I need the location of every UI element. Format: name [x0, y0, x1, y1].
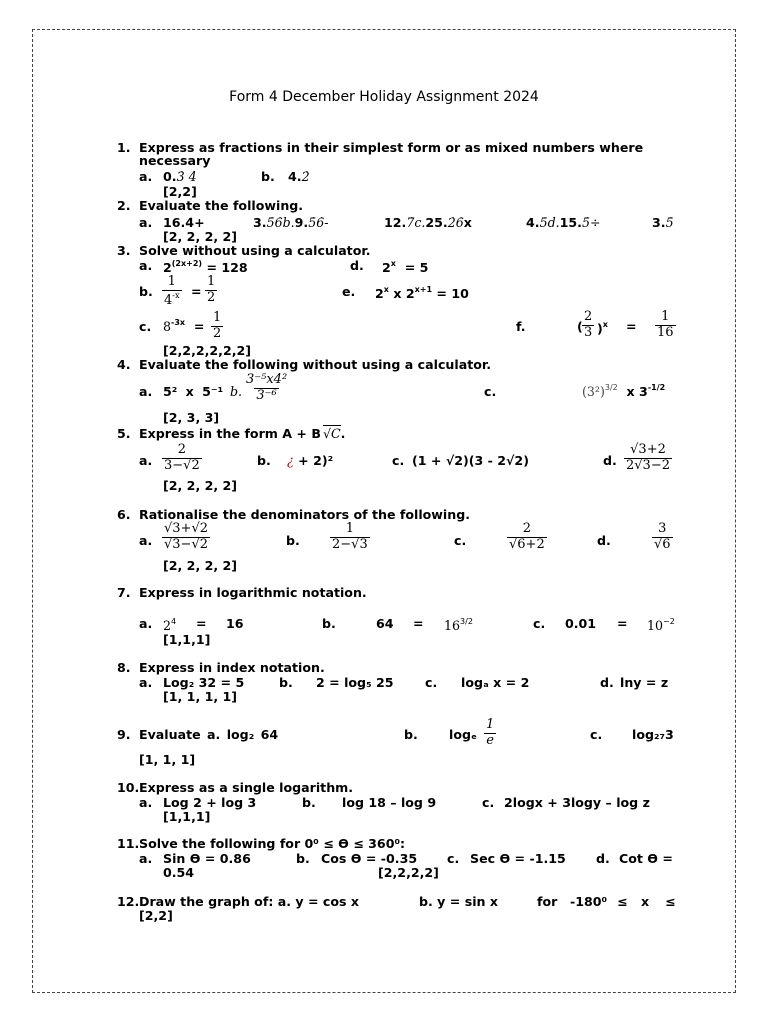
- q6-b-num: 1: [345, 521, 354, 536]
- q2-part4-int: 12.: [384, 215, 407, 230]
- q7-number: 7.: [117, 585, 131, 600]
- q6-a-fraction: [162, 522, 210, 553]
- q3-d-expr: [382, 260, 428, 275]
- q4-c-label: c.: [484, 384, 497, 399]
- q5-text-main: Express in the form A + B: [139, 426, 321, 441]
- q9-number: 9.: [117, 727, 131, 742]
- q6-c-label: c.: [454, 533, 467, 548]
- q3-a-rhs: = 128: [206, 260, 248, 275]
- q6-d-num: 3: [658, 521, 667, 536]
- q9-b-num: 1: [486, 717, 495, 732]
- q5-text-root: √C: [322, 426, 341, 441]
- q3-f-den: 3: [584, 324, 593, 340]
- q4-a-label: a.: [139, 384, 153, 399]
- q3-e-rhs: = 10: [432, 286, 469, 301]
- q5-d-fraction: [624, 443, 672, 474]
- q10-a-expr: Log 2 + log 3: [163, 795, 257, 810]
- q11-b-expr: Cos ϴ = -0.35: [321, 851, 418, 866]
- q12-for: for: [537, 894, 558, 909]
- q4-text: Evaluate the following without using a calculator.: [139, 357, 492, 372]
- q5-text-end: .: [340, 426, 346, 441]
- q1-a-int: 0.: [163, 169, 177, 184]
- q7-b-base: 16: [444, 618, 461, 633]
- q3-e-base: 2: [375, 286, 384, 301]
- q3-text: Solve without using a calculator.: [139, 243, 371, 258]
- q3-a-exp: (2x+2): [171, 259, 203, 268]
- q9-marks: [1, 1, 1]: [139, 752, 196, 767]
- q4-b-num: 3⁻⁵x4²: [246, 372, 288, 387]
- q3-f-rhs-fraction: [655, 310, 676, 341]
- q3-f-label: f.: [516, 319, 526, 334]
- q4-c-exp: 3/2: [604, 383, 618, 392]
- q5-d-num: √3+2: [630, 442, 666, 457]
- q3-c-rden: 2: [213, 325, 222, 341]
- q7-c-label: c.: [533, 616, 546, 631]
- q11-c-expr: Sec ϴ = -1.15: [470, 851, 566, 866]
- q2-number: 2.: [117, 198, 131, 213]
- q3-b-fraction: [162, 275, 182, 309]
- q5-a-label: a.: [139, 453, 153, 468]
- q4-b-label: b.: [230, 384, 243, 399]
- q6-a-den: √3−√2: [164, 536, 209, 552]
- q1-b-int: 4.: [288, 169, 302, 184]
- q2-a-label: a.: [139, 215, 153, 230]
- q5-b-expr: [287, 455, 333, 468]
- q3-b-den-base: 4: [164, 292, 173, 308]
- q10-c-expr: 2logx + 3logy – log z: [504, 795, 650, 810]
- q6-c-fraction: [507, 522, 547, 553]
- q6-b-fraction: [330, 522, 370, 553]
- q11-marks: [2,2,2,2]: [378, 865, 439, 880]
- q2-part8-int: 3.: [652, 215, 666, 230]
- q1-b-label: b.: [261, 169, 275, 184]
- q7-b-exp: 3/2: [460, 617, 473, 626]
- q3-b-eq: =: [191, 284, 202, 299]
- q1-text-line: Express as fractions in their simplest form or as mixed numbers where: [139, 140, 644, 155]
- q7-a-lhs: [163, 618, 176, 633]
- q3-b-rhs-fraction: [205, 275, 217, 306]
- q3-marks: [2,2,2,2,2,2]: [163, 343, 252, 358]
- q3-a-base: 2: [163, 260, 172, 275]
- q4-c-base: (3²): [582, 384, 605, 399]
- q3-b-den-exp: -x: [172, 290, 180, 300]
- q1-b-expr: [288, 171, 310, 184]
- q11-text: Solve the following for 0⁰ ≤ ϴ ≤ 360⁰:: [139, 836, 406, 851]
- q1-marks: [2,2]: [163, 184, 197, 199]
- q6-b-label: b.: [286, 533, 300, 548]
- q11-d-cont: 0.54: [163, 865, 195, 880]
- q1-text: [139, 142, 674, 155]
- q3-c-expr: [163, 319, 204, 334]
- q8-marks: [1, 1, 1, 1]: [163, 689, 238, 704]
- q5-d-den: 2√3−2: [626, 457, 670, 473]
- q6-text: Rationalise the denominators of the following.: [139, 507, 471, 522]
- q9-b-den: e: [486, 732, 494, 748]
- q7-b-lhs: 64: [376, 616, 394, 631]
- q7-a-base: 2: [163, 618, 172, 633]
- q7-c-lhs: 0.01: [565, 616, 597, 631]
- q7-a-label: a.: [139, 616, 153, 631]
- q2-part4-rep: 7̇c.: [406, 215, 426, 230]
- q2-part7-rep: 5̇÷: [581, 215, 601, 230]
- q11-d-label: d.: [596, 851, 610, 866]
- q4-c-exp2: -1/2: [647, 383, 666, 392]
- q3-f-rden: 16: [657, 324, 674, 340]
- q5-c-label: c.: [392, 453, 405, 468]
- q7-text: Express in logarithmic notation.: [139, 585, 367, 600]
- q3-c-label: c.: [139, 319, 152, 334]
- q8-a-label: a.: [139, 675, 153, 690]
- q2-part6-int: 4.: [526, 215, 540, 230]
- q3-b-num: 1: [167, 274, 176, 289]
- q1-b-rep: 2̇: [301, 169, 310, 184]
- q3-e-label: e.: [342, 284, 356, 299]
- q3-b-label: b.: [139, 284, 153, 299]
- q9-b-fraction: [484, 718, 496, 749]
- q1-number: 1.: [117, 140, 131, 155]
- q6-c-num: 2: [522, 521, 531, 536]
- q2-text: Evaluate the following.: [139, 198, 304, 213]
- q3-f-exp: x: [602, 320, 608, 329]
- q3-c-rhs-fraction: [211, 311, 223, 342]
- q7-b-label: b.: [322, 616, 336, 631]
- q2-part2-int: 3.: [253, 215, 267, 230]
- q4-c-expr: [582, 384, 665, 399]
- q3-a-expr: [163, 260, 248, 275]
- q7-a-exp: 4: [171, 617, 177, 626]
- q5-a-num: 2: [177, 442, 186, 457]
- q2-marks: [2, 2, 2, 2]: [163, 229, 238, 244]
- q12-range: -180⁰: [570, 894, 608, 909]
- q3-b-rnum: 1: [207, 274, 216, 289]
- q2-part2-rep: 5̇6̇b.: [266, 215, 295, 230]
- q3-e-exp1: x: [383, 285, 389, 294]
- q8-d-label: d.: [600, 675, 614, 690]
- q2-part8-rep: 5̇: [665, 215, 674, 230]
- page-title: Form 4 December Holiday Assignment 2024: [229, 89, 539, 105]
- q4-marks: [2, 3, 3]: [163, 410, 220, 425]
- q4-number: 4.: [117, 357, 131, 372]
- q10-marks: [1,1,1]: [163, 809, 211, 824]
- q3-c-eq: =: [193, 319, 205, 334]
- q12-le1: ≤: [617, 894, 628, 909]
- q7-b-rhs: [444, 618, 473, 633]
- q9-c-label: c.: [590, 727, 603, 742]
- q11-a-label: a.: [139, 851, 153, 866]
- q3-a-label: a.: [139, 258, 153, 273]
- q6-a-label: a.: [139, 533, 153, 548]
- q4-b-den: 3⁻⁶: [256, 387, 277, 403]
- q6-d-den: √6: [654, 536, 671, 552]
- q3-d-label: d.: [350, 258, 364, 273]
- q7-a-rhs: 16: [226, 616, 244, 631]
- q8-a-expr: Log₂ 32 = 5: [163, 675, 245, 690]
- q10-b-expr: log 18 – log 9: [342, 795, 437, 810]
- q11-d-expr: Cot ϴ =: [619, 851, 673, 866]
- q5-a-den: 3−√2: [164, 457, 200, 473]
- q6-number: 6.: [117, 507, 131, 522]
- q3-f-close: [597, 321, 608, 336]
- q6-c-den: √6+2: [509, 536, 545, 552]
- q8-b-label: b.: [279, 675, 293, 690]
- q10-number: 10.: [117, 780, 140, 795]
- q10-c-label: c.: [482, 795, 495, 810]
- q9-text: Evaluate a. log₂ 64: [139, 727, 279, 742]
- q3-e-expr: [375, 286, 469, 301]
- q3-f-close-paren: ): [597, 321, 603, 336]
- q3-f-eq: =: [626, 319, 637, 334]
- q2-part4: [384, 217, 472, 230]
- q4-a-expr: 5² x 5⁻¹: [163, 384, 224, 399]
- q7-a-eq: =: [196, 616, 207, 631]
- q3-f-fraction: [582, 310, 594, 341]
- q2-part5-op: x: [463, 215, 472, 230]
- q10-b-label: b.: [302, 795, 316, 810]
- q9-c-expr: log₂₇3: [632, 727, 674, 742]
- q5-b-q: ¿: [287, 453, 294, 468]
- q2-part3-int: 9.: [294, 215, 309, 230]
- q3-d-rhs: = 5: [404, 260, 429, 275]
- q3-c-rnum: 1: [213, 310, 222, 325]
- q6-a-num: √3+√2: [164, 521, 209, 536]
- q8-number: 8.: [117, 660, 131, 675]
- q12-b-expr: b. y = sin x: [419, 894, 498, 909]
- q6-d-label: d.: [597, 533, 611, 548]
- q4-b-fraction: [244, 373, 289, 404]
- q3-f-rnum: 1: [661, 309, 670, 324]
- q2-part5-int: 25.: [425, 215, 448, 230]
- q12-text: Draw the graph of: a. y = cos x: [139, 894, 360, 909]
- q3-e-exp2: x+1: [414, 285, 433, 294]
- q3-f-num: 2: [584, 309, 593, 324]
- q8-text: Express in index notation.: [139, 660, 325, 675]
- q1-a-expr: [163, 171, 197, 184]
- q3-d-exp: x: [390, 259, 396, 268]
- q12-x: x: [641, 894, 650, 909]
- q2-part7-int: 15.: [559, 215, 582, 230]
- q12-le2: ≤: [665, 894, 676, 909]
- q7-c-base: 10: [647, 618, 664, 633]
- q12-marks: [2,2]: [139, 908, 173, 923]
- q3-number: 3.: [117, 243, 131, 258]
- q5-text-root-var: C: [331, 426, 341, 441]
- q6-d-fraction: [652, 522, 673, 553]
- q2-part1: 16.4̇+: [163, 215, 205, 230]
- q2-part2: [253, 217, 329, 230]
- q10-text: Express as a single logarithm.: [139, 780, 354, 795]
- q5-text: [139, 428, 345, 441]
- q5-b-label: b.: [257, 453, 271, 468]
- q10-a-label: a.: [139, 795, 153, 810]
- q11-number: 11.: [117, 836, 140, 851]
- q12-number: 12.: [117, 894, 140, 909]
- q11-b-label: b.: [296, 851, 310, 866]
- q8-d-expr: lny = z: [620, 675, 669, 690]
- q3-f-open: (: [577, 319, 583, 334]
- q3-c-exp: -3x: [171, 318, 186, 327]
- q11-a-expr: Sin ϴ = 0.86: [163, 851, 251, 866]
- q1-a-rep: 3̇ 4̇: [176, 169, 197, 184]
- q3-b-rden: 2: [207, 289, 216, 305]
- q6-b-den: 2−√3: [332, 536, 368, 552]
- q9-b-label: b.: [404, 727, 418, 742]
- q5-d-label: d.: [603, 453, 617, 468]
- q5-a-fraction: [162, 443, 202, 474]
- q2-part5-rep: 2̇6̇: [447, 215, 464, 230]
- q7-b-eq: =: [413, 616, 424, 631]
- q7-c-rhs: [647, 618, 675, 633]
- q3-e-mid: x 2: [388, 286, 415, 301]
- q2-part6: [526, 217, 601, 230]
- q2-part3-rep: 5̇6̇-: [308, 215, 329, 230]
- q5-number: 5.: [117, 426, 131, 441]
- q9-b-expr: logₑ: [449, 727, 478, 742]
- q7-marks: [1,1,1]: [163, 632, 211, 647]
- q2-part6-rep: 5̇d.: [539, 215, 560, 230]
- q3-b-den: [162, 290, 182, 309]
- q4-c-mid: x 3: [626, 384, 648, 399]
- q7-c-exp: −2: [663, 617, 675, 626]
- q2-part8: [652, 217, 674, 230]
- q3-d-base: 2: [382, 260, 391, 275]
- q1-a-label: a.: [139, 169, 153, 184]
- q3-c-base: 8: [163, 319, 172, 334]
- q8-c-label: c.: [425, 675, 438, 690]
- q7-c-eq: =: [617, 616, 628, 631]
- q11-c-label: c.: [447, 851, 460, 866]
- q5-b-rest: + 2)²: [293, 453, 334, 468]
- q5-marks: [2, 2, 2, 2]: [163, 478, 238, 493]
- q8-c-expr: logₐ x = 2: [461, 675, 530, 690]
- q1-text-cont: necessary: [139, 153, 211, 168]
- q8-b-expr: 2 = log₅ 25: [316, 675, 394, 690]
- q6-marks: [2, 2, 2, 2]: [163, 558, 238, 573]
- q5-c-expr: (1 + √2)(3 - 2√2): [412, 453, 529, 468]
